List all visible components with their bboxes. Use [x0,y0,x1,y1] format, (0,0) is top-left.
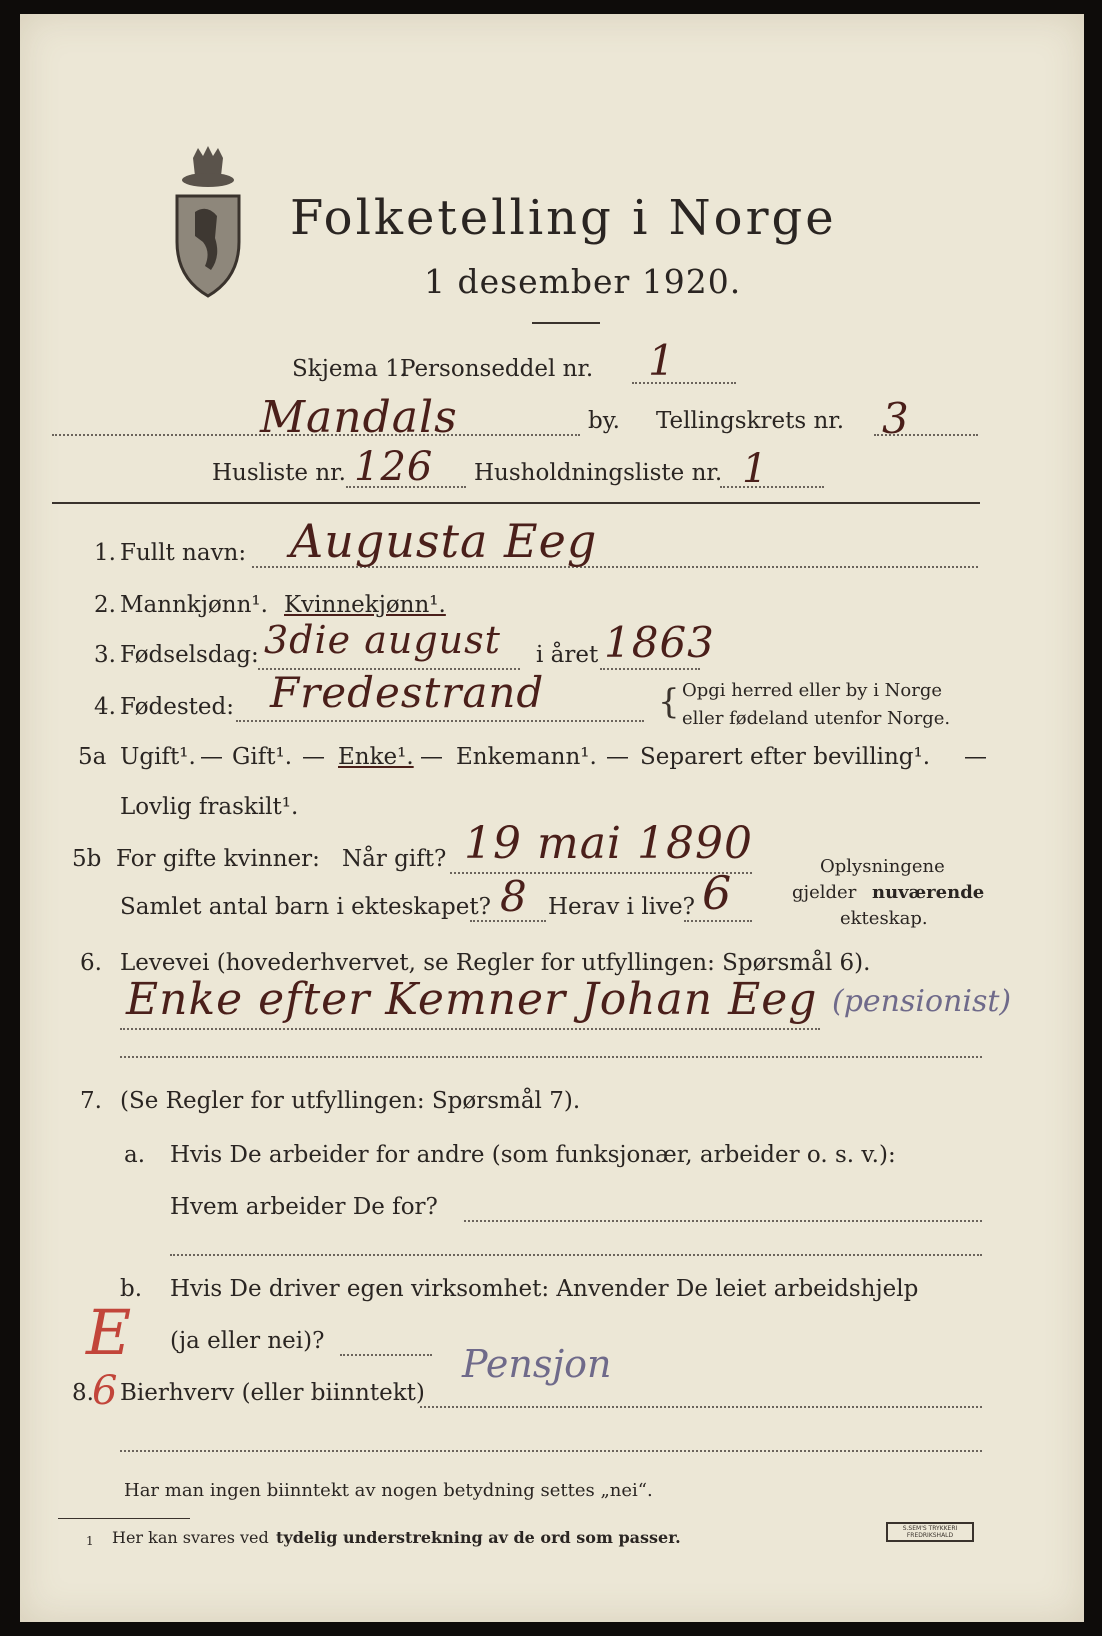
year-label: i året [536,642,599,668]
q2-number: 2. [94,592,116,618]
red-mark-6: 6 [92,1368,118,1414]
form-title: Folketelling i Norge [290,190,837,246]
q6-label: Levevei (hovederhvervet, se Regler for utfyllingen: Spørsmål 6). [120,950,871,976]
married-when-label: Når gift? [342,846,447,872]
q8-number: 8. [72,1380,94,1406]
q4-number: 4. [94,694,116,720]
q1-number: 1. [94,540,116,566]
footnote-text-b: tydelig understrekning av de ord som passer. [276,1528,681,1547]
q7b-letter: b. [120,1276,143,1302]
q4-brace: { [658,682,680,722]
q6-number: 6. [80,950,102,976]
red-mark-e: E [86,1296,132,1369]
birth-year-value[interactable]: 1863 [604,618,715,667]
occupation-pencil-note: (pensionist) [832,984,1012,1019]
q7-number: 7. [80,1088,102,1114]
q4-note-line2: eller fødeland utenfor Norge. [682,708,951,729]
town-value[interactable]: Mandals [260,392,458,443]
separert-option[interactable]: Separert efter bevilling¹. [640,744,931,770]
alive-label: Herav i live? [548,894,695,920]
personseddel-label: Personseddel nr. [400,356,594,382]
q5b-note-line2a: gjelder [792,882,857,903]
alive-value[interactable]: 6 [702,866,733,920]
married-when-value[interactable]: 19 mai 1890 [464,818,753,869]
printer-stamp-line1: S.SEM'S TRYKKERI [902,1525,958,1532]
tellingskrets-label: Tellingskrets nr. [656,408,845,434]
ugift-option[interactable]: Ugift¹. [120,744,196,770]
side-income-value[interactable]: Pensjon [462,1342,612,1386]
husholdning-label: Husholdningsliste nr. [474,460,723,486]
q3-label: Fødselsdag: [120,642,259,668]
occupation-value[interactable]: Enke efter Kemner Johan Eeg [126,974,818,1025]
coat-of-arms-icon [165,146,251,298]
title-divider [532,322,600,324]
tellingskrets-value[interactable]: 3 [882,394,910,443]
q7a-answer-line[interactable] [464,1220,982,1222]
q5b-note-line3: ekteskap. [840,908,928,929]
header-rule [52,502,980,504]
gift-option[interactable]: Gift¹. [232,744,293,770]
q4-label: Fødested: [120,694,235,720]
full-name-value[interactable]: Augusta Eeg [290,514,598,568]
q8-label: Bierhverv (eller biinntekt) [120,1380,425,1406]
footnote-text-a: Her kan svares ved [112,1528,269,1547]
birthday-value[interactable]: 3die august [264,618,501,662]
skjema-label: Skjema 1. [292,356,408,382]
husliste-label: Husliste nr. [212,460,346,486]
children-label: Samlet antal barn i ekteskapet? [120,894,491,920]
q5b-note-line1: Oplysningene [820,856,945,877]
footnote-number: 1 [86,1534,94,1548]
printer-stamp-line2: FREDRIKSHALD [906,1532,954,1539]
q5b-note-line2b: nuværende [872,882,985,903]
q7b-question: (ja eller nei)? [170,1328,325,1354]
q5a-number: 5a [78,744,107,770]
husliste-value[interactable]: 126 [354,444,434,490]
census-date: 1 desember 1920. [424,262,742,301]
q7b-answer-line[interactable] [340,1354,432,1356]
q5b-label: For gifte kvinner: [116,846,320,872]
printer-stamp [886,1522,974,1542]
q1-label: Fullt navn: [120,540,247,566]
sex-female-option[interactable]: Kvinnekjønn¹. [284,592,446,618]
q7a-letter: a. [124,1142,146,1168]
q4-note-line1: Opgi herred eller by i Norge [682,680,943,701]
q3-number: 3. [94,642,116,668]
children-value[interactable]: 8 [500,872,528,921]
enke-option[interactable]: Enke¹. [338,744,414,770]
q8-answer-line[interactable] [420,1406,982,1408]
q7-label: (Se Regler for utfyllingen: Spørsmål 7). [120,1088,581,1114]
fraskilt-option[interactable]: Lovlig fraskilt¹. [120,794,299,820]
q5b-number: 5b [72,846,102,872]
by-label: by. [588,408,620,434]
husholdning-value[interactable]: 1 [742,446,769,492]
census-form: Folketelling i Norge 1 desember 1920. Skjema 1. Personseddel nr. 1 Mandals by. Tellingskrets nr. 3 Husliste nr. 126 Husholdningsliste nr. 1 1. Fullt navn: Augusta Eeg 2. Mannkjønn¹. Kvinnekjønn¹. 3. Fødselsdag: 3die august i året 1863 4. Fødested: Fredestrand { Opgi herred eller by i Norge eller fødeland utenfor Norge. 5a Ugift¹. — Gift¹. — Enke¹. — Enkemann¹. — Separert efter bevilling¹. — Lovlig fraskilt¹. 5b For gifte kvinner: Når gift? 19 mai 1890 Samlet antal barn i ekteskapet? 8 Herav i live? 6 Oplysningene gjelder nuværende ekteskap. 6. Levevei (hovederhvervet, se Regler for utfyllingen: Spørsmål 6). Enke efter Kemner Johan Eeg (pensionist) 7. (Se Regler for utfyllingen: Spørsmål 7). a. Hvis De arbeider for andre (som funksjonær, arbeider o. s. v.): Hvem arbeider De for? b. Hvis De driver egen virksomhet: Anvender De leiet arbeidshjelp (ja eller nei)? E 8. 6 Bierhverv (eller biinntekt) Pensjon Har man ingen biinntekt av nogen betydning settes „nei“. 1 Her kan svares ved tydelig understrekning av de ord som passer. S.SEM'S TRYKKERI FREDRIKSHALD [20,14,1084,1622]
q7a-question: Hvem arbeider De for? [170,1194,438,1220]
q7b-text: Hvis De driver egen virksomhet: Anvender De leiet arbeidshjelp [170,1276,919,1302]
footer-note: Har man ingen biinntekt av nogen betydning settes „nei“. [124,1480,653,1501]
q7a-text: Hvis De arbeider for andre (som funksjonær, arbeider o. s. v.): [170,1142,896,1168]
birthplace-value[interactable]: Fredestrand [270,668,545,717]
enkemann-option[interactable]: Enkemann¹. [456,744,597,770]
personseddel-value[interactable]: 1 [648,336,676,385]
sex-male-option[interactable]: Mannkjønn¹. [120,592,268,618]
